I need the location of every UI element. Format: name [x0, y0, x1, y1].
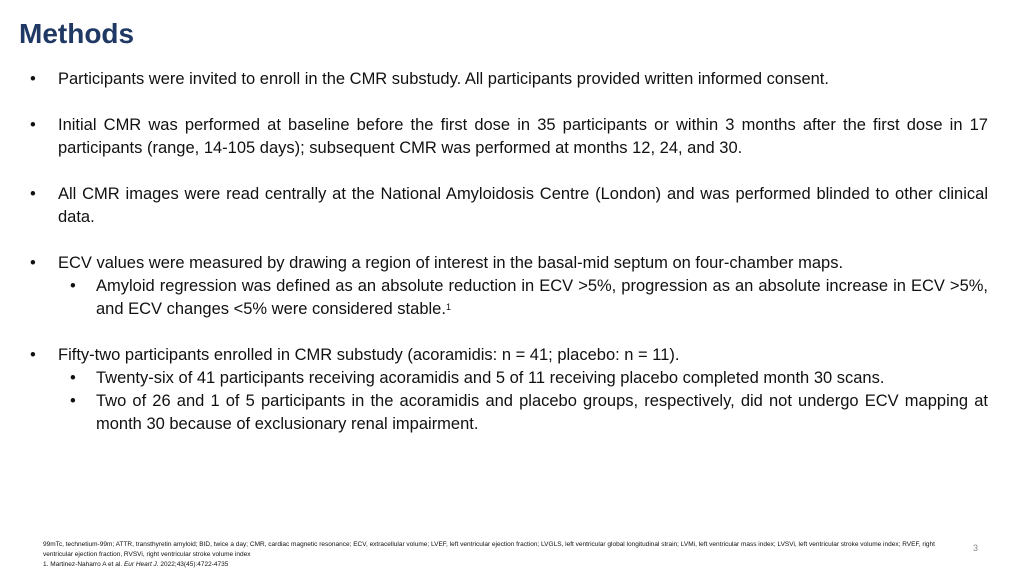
reference-superscript: 1	[445, 302, 451, 312]
bullet-item	[30, 183, 988, 229]
bullet-dot: •	[30, 346, 36, 364]
bullet-dot: •	[70, 369, 76, 387]
bullet-text: Fifty-two participants enrolled in CMR substudy (acoramidis: n = 41; placebo: n = 11).	[58, 346, 680, 364]
bullet-item	[30, 114, 988, 160]
bullet-dot: •	[70, 392, 76, 410]
sub-bullet-item	[30, 367, 988, 390]
footnote-reference	[43, 560, 963, 570]
bullet-dot: •	[30, 70, 36, 88]
reference-details: 2022;43(45):4722-4735	[158, 561, 229, 568]
footnote	[43, 540, 963, 570]
bullet-item	[30, 252, 988, 275]
sub-bullet-item	[30, 390, 988, 436]
bullet-dot: •	[30, 254, 36, 272]
sub-bullet-text: Two of 26 and 1 of 5 participants in the acoramidis and placebo groups, respectively, did not undergo ECV mapping at month 30 because of exclusionary renal impairment.	[96, 392, 988, 433]
sub-bullet-text: Twenty-six of 41 participants receiving acoramidis and 5 of 11 receiving placebo completed month 30 scans.	[96, 369, 885, 387]
footnote-abbreviations: 99mTc, technetium-99m; ATTR, transthyretin amyloid; BID, twice a day; CMR, cardiac magnetic resonance; ECV, extracellular volume; LVEF, left ventricular ejection fraction; LVGLS, left ventricular global longitudinal strain; LVMi, left ventricular mass index; LVSVi, left ventricular stroke volume index; RVEF, right ventricular ejection fraction, RVSVi, right ventricular stroke volume index	[43, 541, 935, 558]
bullet-text: All CMR images were read centrally at the National Amyloidosis Centre (London) and was performed blinded to other clinical data.	[58, 185, 988, 226]
page-number: 3	[973, 543, 979, 553]
sub-bullet-item	[30, 275, 988, 321]
bullet-dot: •	[30, 185, 36, 203]
reference-authors: 1. Martinez-Naharro A et al.	[43, 561, 124, 568]
reference-journal: Eur Heart J.	[123, 561, 159, 568]
bullet-item	[30, 68, 988, 91]
bullet-text: ECV values were measured by drawing a region of interest in the basal-mid septum on four-chamber maps.	[58, 254, 844, 272]
bullet-dot: •	[30, 116, 36, 134]
sub-bullet-text: Amyloid regression was defined as an absolute reduction in ECV >5%, progression as an absolute increase in ECV >5%, and ECV changes <5% were considered stable.	[96, 277, 988, 318]
bullet-text: Participants were invited to enroll in the CMR substudy. All participants provided written informed consent.	[58, 70, 829, 88]
bullet-dot: •	[70, 277, 76, 295]
sub-bullet-list	[30, 275, 988, 321]
page-title: Methods	[19, 18, 135, 49]
bullet-list	[30, 68, 988, 436]
sub-bullet-list	[30, 367, 988, 436]
bullet-item	[30, 344, 988, 367]
bullet-text: Initial CMR was performed at baseline before the first dose in 35 participants or within 3 months after the first dose in 17 participants (range, 14-105 days); subsequent CMR was performed at months 12, 24, and 30.	[58, 116, 988, 157]
